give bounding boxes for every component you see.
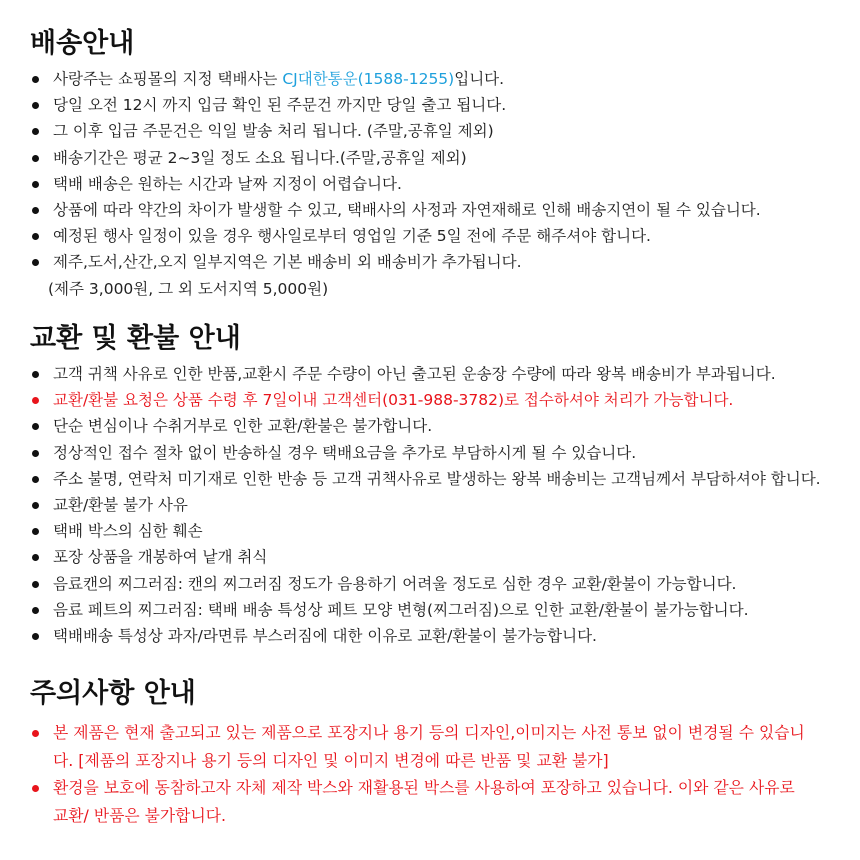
caution-section-title: 주의사항 안내 — [30, 678, 196, 709]
list-item — [0, 623, 860, 649]
bullet-icon — [32, 450, 39, 457]
bullet-icon — [32, 785, 39, 792]
bullet-icon — [32, 76, 39, 83]
list-item — [0, 492, 860, 518]
list-item-text: 본 제품은 현재 출고되고 있는 제품으로 포장지나 용기 등의 디자인,이미지는 사전 통보 없이 변경될 수 있습니다. [제품의 포장지나 용기 등의 디자인 및 이미지 변경에 따른 반품 및 교환 불가] — [53, 723, 805, 770]
bullet-icon — [32, 128, 39, 135]
list-item-text: 배송기간은 평균 2~3일 정도 소요 됩니다.(주말,공휴일 제외) — [53, 148, 467, 167]
list-item-highlight — [0, 387, 860, 413]
list-item — [0, 440, 860, 466]
list-item-text: 음료캔의 찌그러짐: 캔의 찌그러짐 정도가 음용하기 어려울 정도로 심한 경우 교환/환불이 가능합니다. — [53, 574, 737, 593]
caution-list — [0, 719, 860, 829]
list-item-text: 택배 배송은 원하는 시간과 날짜 지정이 어렵습니다. — [53, 174, 402, 193]
exchange-list — [0, 361, 860, 649]
list-item-text: 정상적인 접수 절차 없이 반송하실 경우 택배요금을 추가로 부담하시게 될 수 있습니다. — [53, 443, 637, 462]
bullet-icon — [32, 181, 39, 188]
bullet-icon — [32, 633, 39, 640]
list-item — [0, 413, 860, 439]
bullet-icon — [32, 554, 39, 561]
list-item-text: 예정된 행사 일정이 있을 경우 행사일로부터 영업일 기준 5일 전에 주문 해주셔야 합니다. — [53, 227, 651, 246]
list-item-text: 택배 박스의 심한 훼손 — [53, 522, 203, 541]
list-item-text: 사랑주는 쇼핑몰의 지정 택배사는 — [53, 70, 283, 88]
list-item-text: 환경을 보호에 동참하고자 자체 제작 박스와 재활용된 박스를 사용하여 포장하고 있습니다. 이와 같은 사유로 교환/ 반품은 불가합니다. — [53, 778, 795, 825]
list-item-text: 포장 상품을 개봉하여 낱개 취식 — [53, 548, 268, 567]
list-item — [0, 197, 860, 223]
bullet-icon — [32, 371, 39, 378]
list-item — [0, 361, 860, 387]
list-item — [0, 66, 860, 92]
bullet-icon — [32, 207, 39, 214]
bullet-icon — [32, 607, 39, 614]
bullet-icon — [32, 259, 39, 266]
list-item — [0, 249, 860, 301]
list-item-text: 입니다. — [454, 70, 505, 88]
list-item-text: 택배배송 특성상 과자/라면류 부스러짐에 대한 이유로 교환/환불이 불가능합니다. — [53, 627, 597, 646]
list-item-text: 그 이후 입금 주문건은 익일 발송 처리 됩니다. (주말,공휴일 제외) — [53, 122, 494, 141]
list-item — [0, 145, 860, 171]
list-item-text: 단순 변심이나 수취거부로 인한 교환/환불은 불가합니다. — [53, 417, 433, 436]
list-item — [0, 544, 860, 570]
list-item-text: 고객 귀책 사유로 인한 반품,교환시 주문 수량이 아닌 출고된 운송장 수량에 따라 왕복 배송비가 부과됩니다. — [53, 365, 776, 383]
list-item-text: 상품에 따라 약간의 차이가 발생할 수 있고, 택배사의 사정과 자연재해로 인해 배송지연이 될 수 있습니다. — [53, 201, 761, 220]
list-item — [0, 223, 860, 249]
bullet-icon — [32, 155, 39, 162]
bullet-icon — [32, 581, 39, 588]
bullet-icon — [32, 102, 39, 109]
list-item-text: 교환/환불 요청은 상품 수령 후 7일이내 고객센터(031-988-3782)로 접수하셔야 처리가 가능합니다. — [53, 391, 734, 410]
exchange-section-title: 교환 및 환불 안내 — [30, 323, 241, 354]
list-item — [0, 518, 860, 544]
shipping-section-title: 배송안내 — [30, 28, 135, 59]
list-item — [0, 118, 860, 144]
list-item — [0, 466, 860, 492]
bullet-icon — [32, 502, 39, 509]
list-item-text: 음료 페트의 찌그러짐: 택배 배송 특성상 페트 모양 변형(찌그러짐)으로 인한 교환/환불이 불가능합니다. — [53, 600, 749, 619]
list-item — [0, 171, 860, 197]
bullet-icon — [32, 397, 39, 404]
list-item — [0, 571, 860, 597]
bullet-icon — [32, 730, 39, 737]
list-item-continuation: (제주 3,000원, 그 외 도서지역 5,000원) — [48, 279, 329, 298]
courier-link[interactable]: CJ대한통운(1588-1255) — [282, 70, 455, 88]
list-item — [0, 597, 860, 623]
list-item — [0, 92, 860, 118]
bullet-icon — [32, 233, 39, 240]
shipping-list — [0, 66, 860, 302]
list-item-highlight — [0, 774, 813, 829]
list-item-text: 당일 오전 12시 까지 입금 확인 된 주문건 까지만 당일 출고 됩니다. — [53, 96, 507, 115]
list-item-text: 주소 불명, 연락처 미기재로 인한 반송 등 고객 귀책사유로 발생하는 왕복 배송비는 고객님께서 부담하셔야 합니다. — [53, 469, 821, 488]
bullet-icon — [32, 476, 39, 483]
bullet-icon — [32, 528, 39, 535]
list-item-text: 교환/환불 불가 사유 — [53, 496, 188, 515]
bullet-icon — [32, 423, 39, 430]
list-item-text: 제주,도서,산간,오지 일부지역은 기본 배송비 외 배송비가 추가됩니다. — [53, 253, 522, 272]
list-item-highlight — [0, 719, 813, 774]
